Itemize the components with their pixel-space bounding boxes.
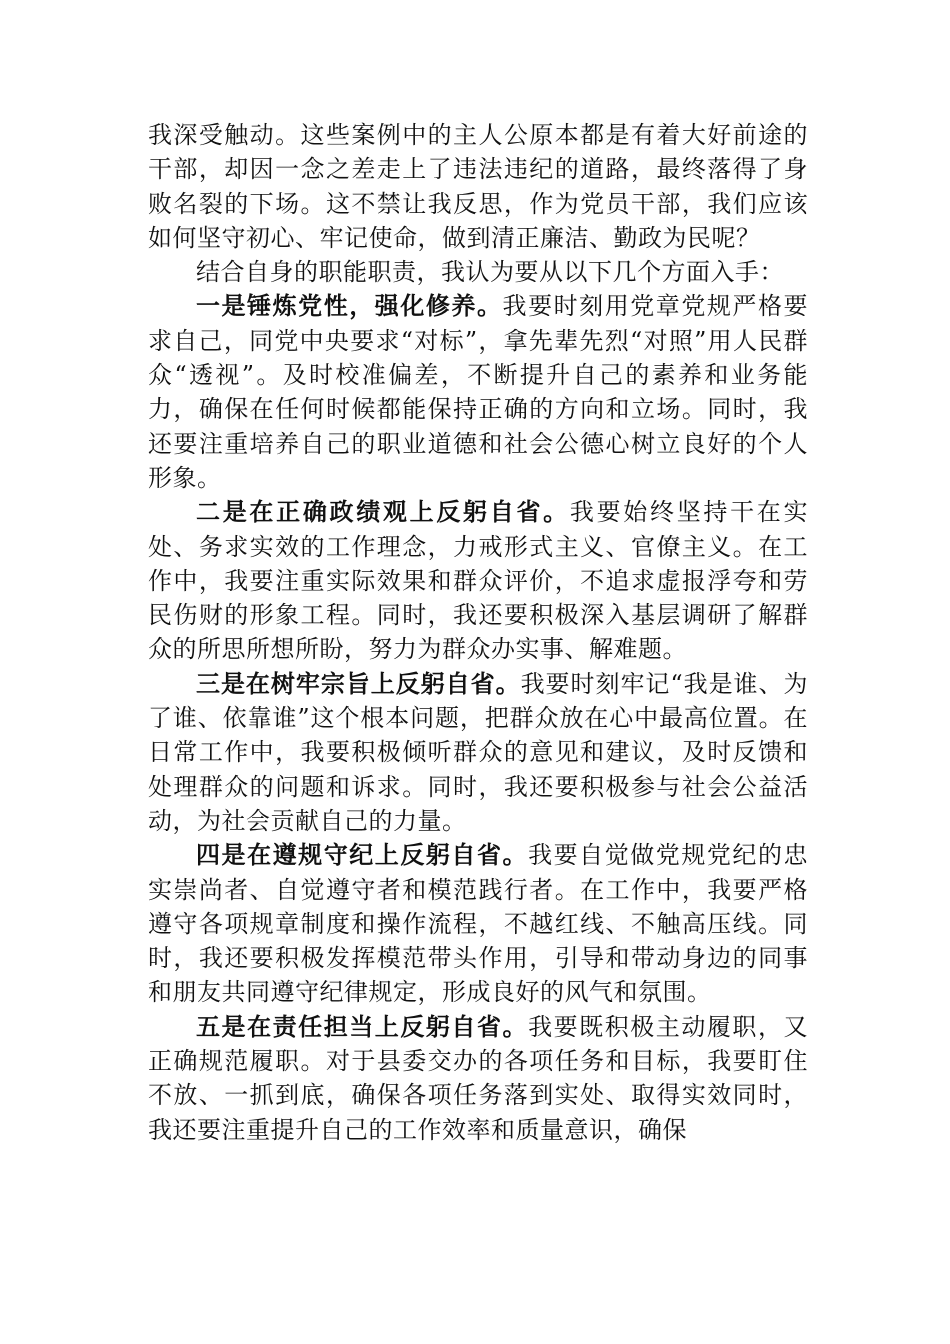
paragraph-lead: 二是在正确政绩观上反躬自省。 — [196, 498, 570, 527]
paragraph-point-2 — [148, 495, 808, 666]
paragraph-body: 我要自觉做党规党纪的忠实崇尚者、自觉遵守者和模范践行者。在工作中，我要严格遵守各项规章制度和操作流程，不越红线、不触高压线。同时，我还要积极发挥模范带头作用，引导和带动身边的同事和朋友共同遵守纪律规定，形成良好的风气和氛围。 — [148, 841, 809, 1007]
paragraph-body: 结合自身的职能职责，我认为要从以下几个方面入手： — [196, 258, 784, 287]
paragraph-body: 我要时刻用党章党规严格要求自己，同党中央要求“对标”，拿先辈先烈“对照”用人民群众“透视”。及时校准偏差，不断提升自己的素养和业务能力，确保在任何时候都能保持正确的方向和立场。同时，我还要注重培养自己的职业道德和社会公德心树立良好的个人形象。 — [148, 292, 809, 492]
paragraph-lead: 一是锤炼党性，强化修养。 — [196, 292, 503, 321]
paragraph-point-5 — [148, 1010, 808, 1147]
paragraph-transition — [148, 255, 808, 289]
paragraph-point-3 — [148, 667, 808, 838]
paragraph-point-1 — [148, 289, 808, 495]
paragraph-intro — [148, 118, 808, 255]
paragraph-body: 我要时刻牢记“我是谁、为了谁、依靠谁”这个根本问题，把群众放在心中最高位置。在日常工作中，我要积极倾听群众的意见和建议，及时反馈和处理群众的问题和诉求。同时，我还要积极参与社会公益活动，为社会贡献自己的力量。 — [148, 669, 808, 835]
paragraph-lead: 五是在责任担当上反躬自省。 — [196, 1012, 529, 1041]
paragraph-lead: 三是在树牢宗旨上反躬自省。 — [196, 669, 521, 698]
paragraph-lead: 四是在遵规守纪上反躬自省。 — [196, 841, 529, 870]
paragraph-body: 我要始终坚持干在实处、务求实效的工作理念，力戒形式主义、官僚主义。在工作中，我要注重实际效果和群众评价，不追求虚报浮夸和劳民伤财的形象工程。同时，我还要积极深入基层调研了解群众的所思所想所盼，努力为群众办实事、解难题。 — [148, 498, 809, 664]
document-page — [148, 118, 808, 1147]
paragraph-body: 我深受触动。这些案例中的主人公原本都是有着大好前途的干部，却因一念之差走上了违法违纪的道路，最终落得了身败名裂的下场。这不禁让我反思，作为党员干部，我们应该如何坚守初心、牢记使命，做到清正廉洁、勤政为民呢？ — [148, 121, 808, 252]
paragraph-body: 我要既积极主动履职，又正确规范履职。对于县委交办的各项任务和目标，我要盯住不放、一抓到底，确保各项任务落到实处、取得实效同时，我还要注重提升自己的工作效率和质量意识，确保 — [148, 1012, 809, 1144]
paragraph-point-4 — [148, 838, 808, 1009]
